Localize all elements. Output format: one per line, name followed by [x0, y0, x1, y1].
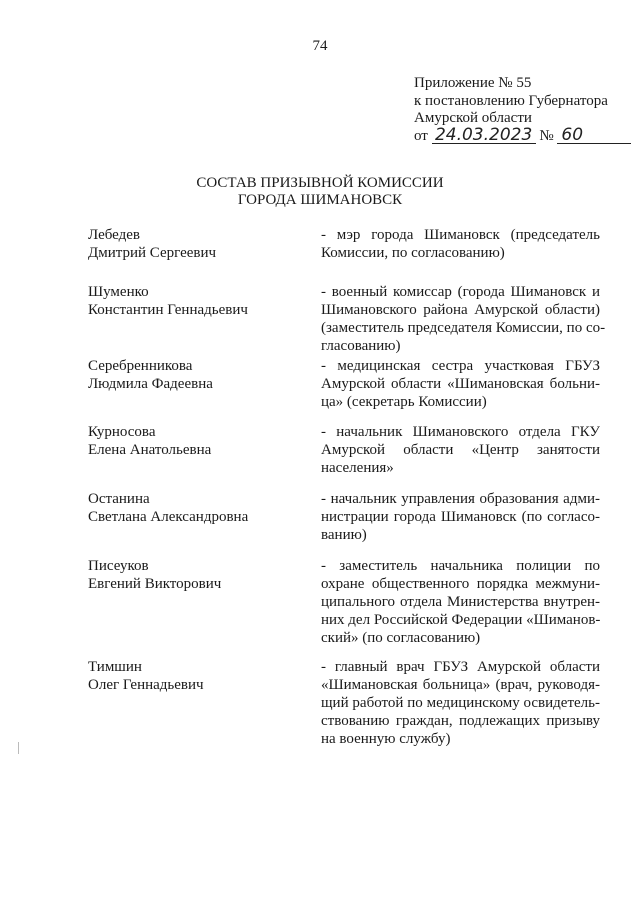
role-line: - мэр города Шимановск (председатель	[321, 227, 600, 243]
appendix-line-2: к постановлению Губернатора	[414, 92, 608, 109]
member-name	[88, 226, 308, 262]
role-line: на военную службу)	[321, 731, 451, 747]
role-line: - медицинская сестра участковая ГБУЗ	[321, 358, 600, 374]
member-name	[88, 557, 308, 593]
member-given-names: Олег Геннадьевич	[88, 677, 204, 693]
member-surname: Писеуков	[88, 558, 149, 574]
member-given-names: Светлана Александровна	[88, 509, 249, 525]
member-given-names: Евгений Викторович	[88, 576, 222, 592]
scan-margin-mark	[18, 742, 19, 754]
role-line: ский» (по согласованию)	[321, 630, 481, 646]
role-line: Комиссии, по согласованию)	[321, 245, 505, 261]
member-surname: Курносова	[88, 424, 156, 440]
handwritten-date: 24.03.2023	[432, 128, 536, 144]
member-role	[321, 557, 600, 647]
member-role	[321, 423, 600, 477]
member-given-names: Елена Анатольевна	[88, 442, 212, 458]
member-given-names: Людмила Фадеевна	[88, 376, 213, 392]
handwritten-number: 60	[557, 128, 631, 144]
member-given-names: Константин Геннадьевич	[88, 302, 248, 318]
member-role	[321, 357, 600, 411]
page-number: 74	[312, 38, 328, 54]
member-role	[321, 226, 600, 262]
member-surname: Шуменко	[88, 284, 149, 300]
role-line: ца» (секретарь Комиссии)	[321, 394, 487, 410]
appendix-header	[414, 75, 631, 145]
role-line: - начальник управления образования адми-	[321, 491, 600, 507]
member-role	[321, 490, 600, 544]
member-role	[321, 283, 606, 355]
member-surname: Серебренникова	[88, 358, 193, 374]
role-line: - военный комиссар (города Шимановск и	[321, 284, 600, 300]
role-line: - заместитель начальника полиции по	[321, 558, 600, 574]
member-name	[88, 423, 308, 459]
role-line: охране общественного порядка межмуни-	[321, 576, 600, 592]
role-line: - главный врач ГБУЗ Амурской области	[321, 659, 600, 675]
role-line: ципального отдела Министерства внутрен-	[321, 594, 600, 610]
appendix-line-3: Амурской области	[414, 110, 532, 126]
role-line: Шимановского района Амурской области)	[321, 302, 600, 318]
document-title	[0, 175, 640, 209]
member-given-names: Дмитрий Сергеевич	[88, 245, 217, 261]
member-name	[88, 357, 308, 393]
title-line-1: СОСТАВ ПРИЗЫВНОЙ КОМИССИИ	[196, 175, 444, 191]
role-line: гласованию)	[321, 338, 401, 354]
role-line: - начальник Шимановского отдела ГКУ	[321, 424, 600, 440]
role-line: населения»	[321, 460, 394, 476]
role-line: них дел Российской Федерации «Шиманов-	[321, 612, 601, 628]
member-surname: Лебедев	[88, 227, 140, 243]
date-prefix: от	[414, 127, 428, 144]
role-line: нистрации города Шимановск (по согласо-	[321, 509, 600, 525]
role-line: ствованию граждан, подлежащих призыву	[321, 713, 600, 729]
member-name	[88, 658, 308, 694]
title-line-2: ГОРОДА ШИМАНОВСК	[237, 192, 403, 208]
appendix-date-line	[414, 124, 631, 146]
member-name	[88, 283, 308, 319]
number-sign: №	[539, 127, 554, 144]
role-line: «Шимановская больница» (врач, руководя-	[321, 677, 600, 693]
role-line: (заместитель председателя Комиссии, по со-	[321, 320, 606, 336]
member-name	[88, 490, 308, 526]
appendix-line-1: Приложение № 55	[414, 75, 532, 91]
role-line: щий работой по медицинскому освидетель-	[321, 695, 600, 711]
member-surname: Останина	[88, 491, 150, 507]
role-line: Амурской области «Центр занятости	[321, 442, 600, 458]
role-line: ванию)	[321, 527, 367, 543]
member-role	[321, 658, 600, 748]
member-surname: Тимшин	[88, 659, 142, 675]
role-line: Амурской области «Шимановская больни-	[321, 376, 600, 392]
